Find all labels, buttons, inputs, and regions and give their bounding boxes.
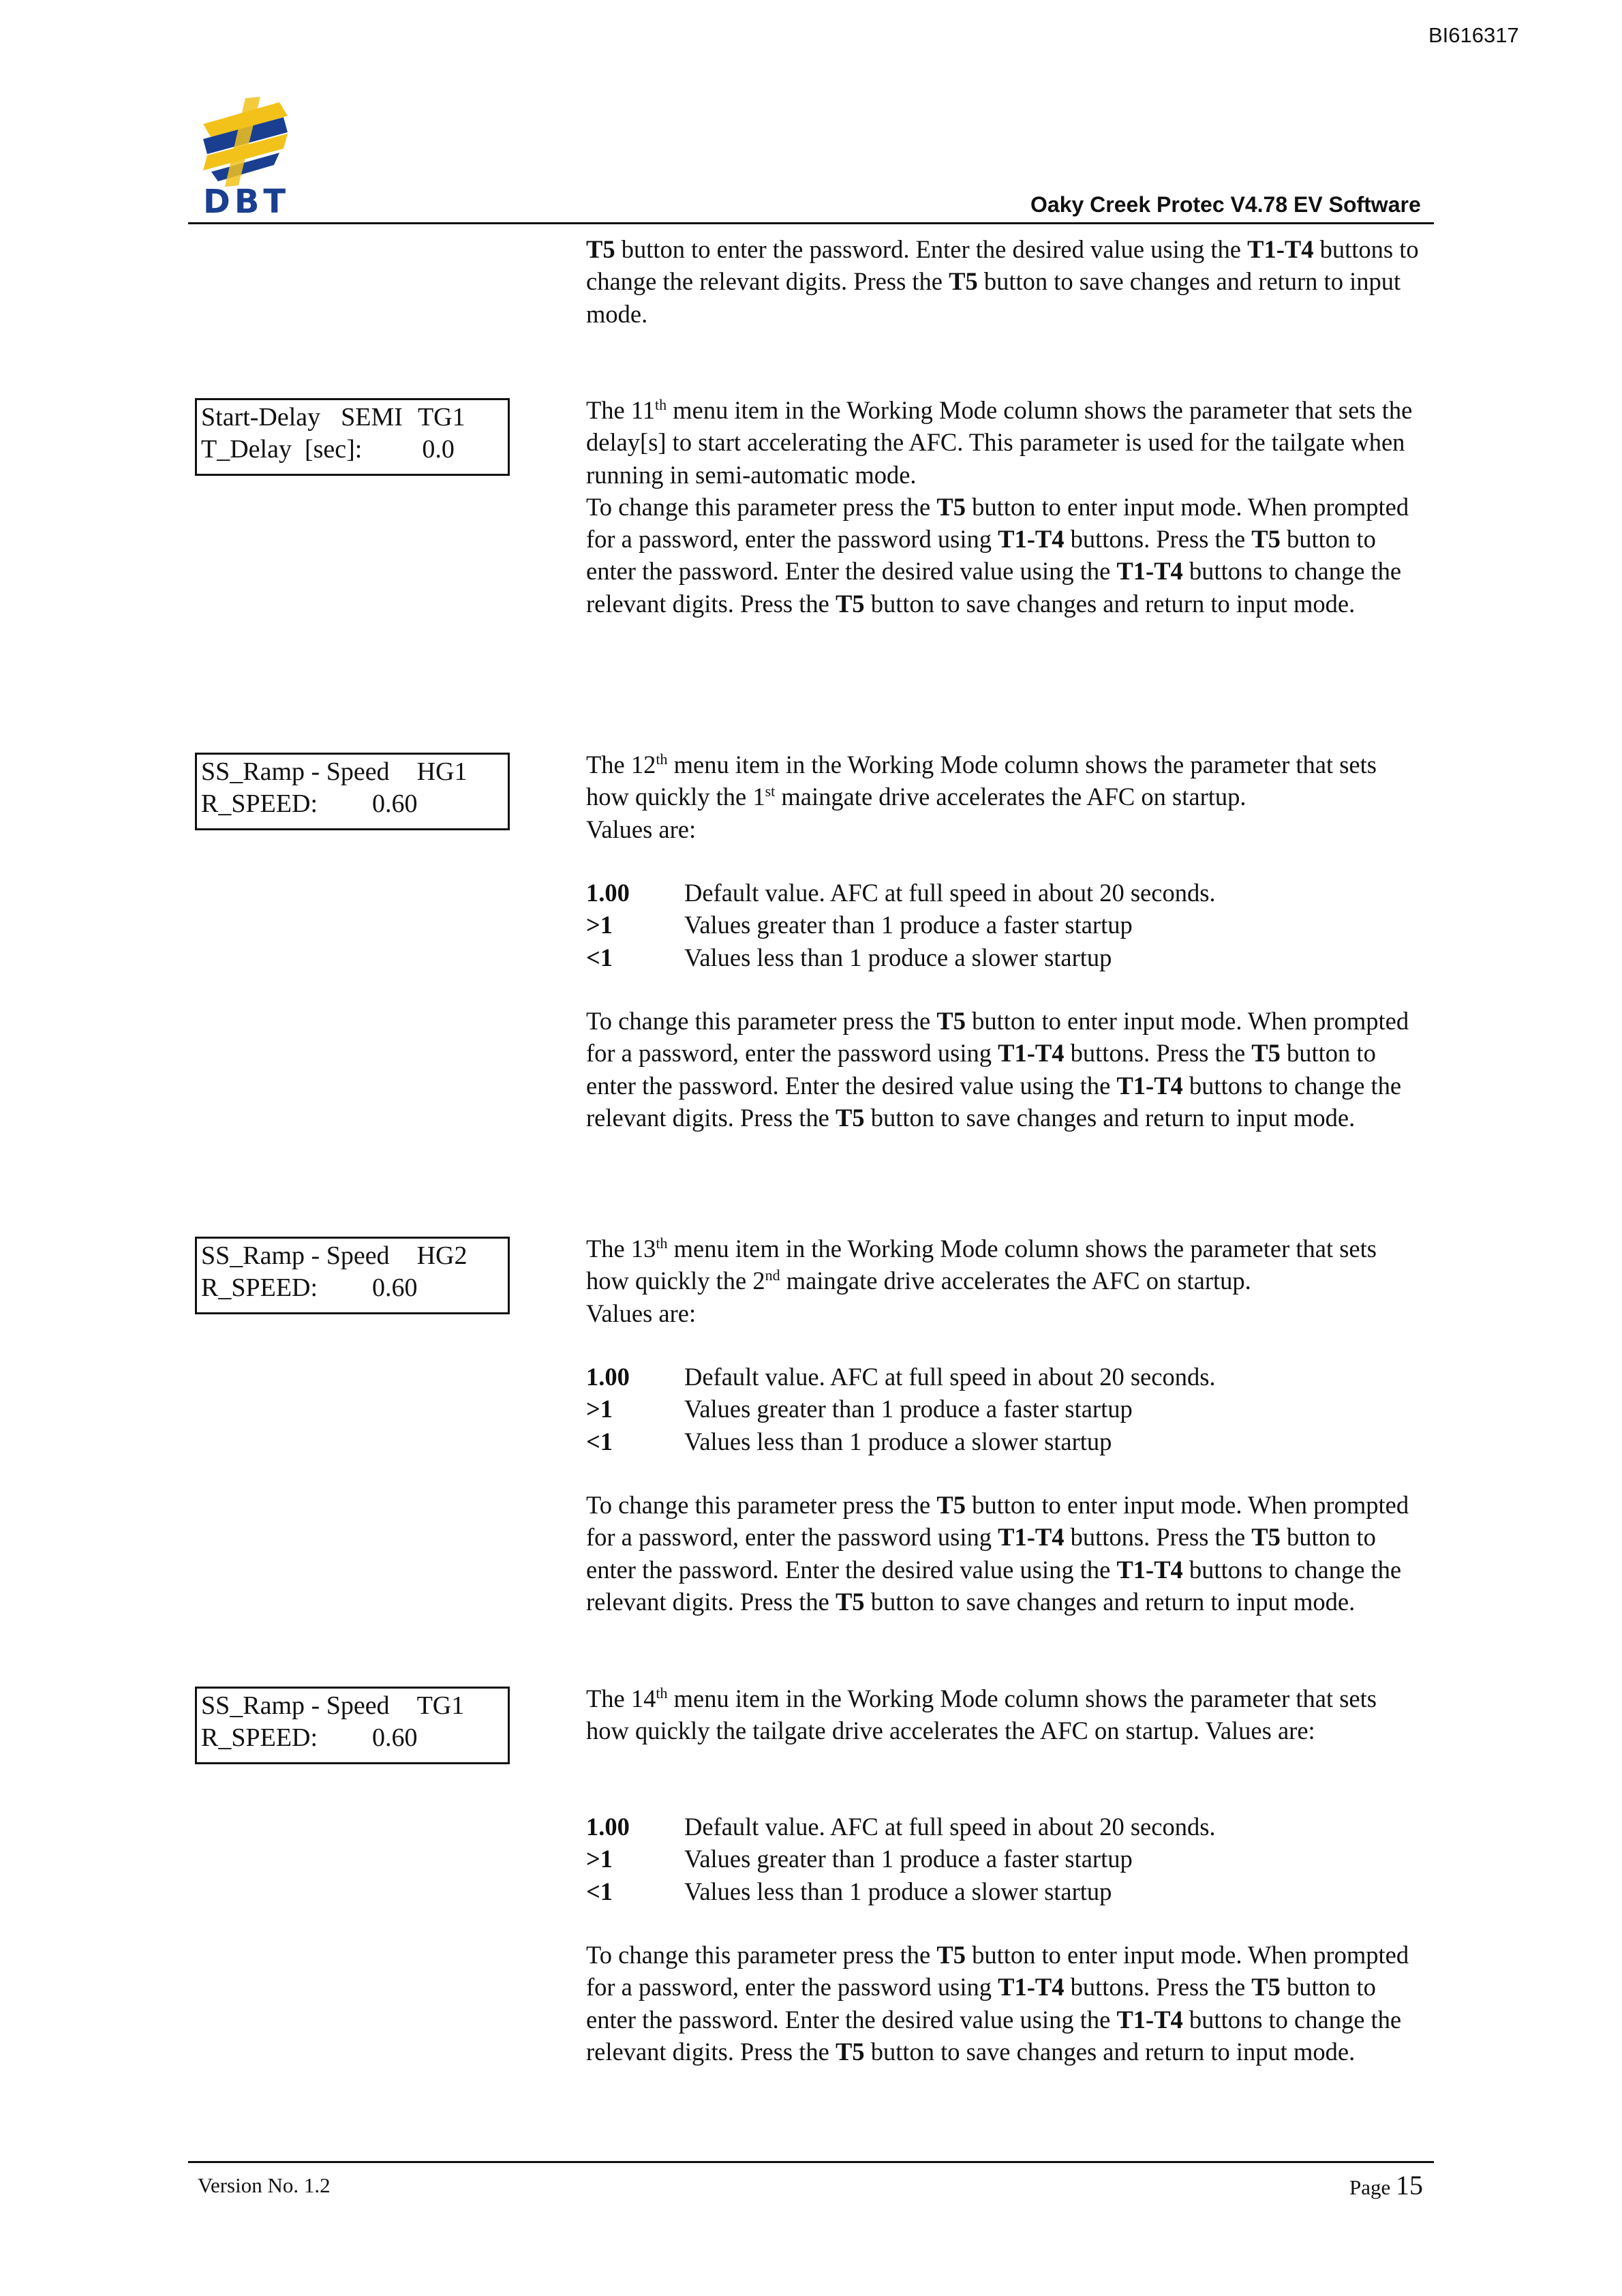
bold-t1t4: T1-T4 bbox=[1116, 557, 1183, 586]
text: menu item in the Working Mode column shows the parameter that sets how quickly the tailgate drive accelerates the AFC on startup. Values are: bbox=[586, 1685, 1377, 1745]
text: button to save changes and return to input mode. bbox=[864, 589, 1356, 618]
bold-t1t4: T1-T4 bbox=[998, 1973, 1065, 2002]
page-header-title: Oaky Creek Protec V4.78 EV Software bbox=[1030, 192, 1421, 217]
lcd-text: R_SPEED: bbox=[201, 789, 318, 818]
page-label: Page bbox=[1349, 2175, 1396, 2199]
item-number: 14 bbox=[630, 1685, 656, 1712]
bold-t5: T5 bbox=[936, 1941, 966, 1969]
text: The bbox=[586, 1685, 631, 1712]
bold-t1t4: T1-T4 bbox=[1116, 1071, 1183, 1100]
value-key: 1.00 bbox=[586, 1363, 630, 1391]
value-key: <1 bbox=[586, 1427, 613, 1455]
text: button to enter input mode. When prompted for a password, enter the password using bbox=[586, 1941, 1409, 2002]
bold-t1t4: T1-T4 bbox=[1116, 1555, 1183, 1584]
text: button to enter the password. Enter the desired value using the bbox=[586, 525, 1376, 586]
text: maingate drive accelerates the AFC on startup. bbox=[780, 1267, 1251, 1295]
page-number bbox=[1349, 2169, 1423, 2201]
value-row bbox=[586, 1843, 1216, 1875]
lcd-display-ss-ramp-hg2 bbox=[195, 1237, 510, 1314]
text: button to save changes and return to input mode. bbox=[864, 1587, 1356, 1616]
value-key: 1.00 bbox=[586, 879, 630, 907]
value-row bbox=[586, 877, 1216, 909]
lcd-value: 0.0 bbox=[422, 435, 455, 464]
text: buttons to change the relevant digits. Press the bbox=[586, 1555, 1402, 1616]
ordinal-suffix: nd bbox=[765, 1267, 780, 1284]
lcd-text: HG2 bbox=[416, 1241, 468, 1270]
text: menu item in the Working Mode column shows the parameter that sets how quickly the bbox=[586, 1235, 1377, 1295]
text: button to save changes and return to input mode. bbox=[864, 2037, 1356, 2066]
lcd-text: Start-Delay bbox=[201, 403, 321, 432]
bold-t1t4: T1-T4 bbox=[1247, 235, 1314, 263]
header-rule bbox=[188, 222, 1434, 224]
bold-t1t4: T1-T4 bbox=[1116, 2005, 1183, 2034]
ordinal-suffix: th bbox=[656, 1684, 668, 1702]
value-text: Values greater than 1 produce a faster startup bbox=[684, 1395, 1133, 1423]
bold-t5: T5 bbox=[936, 1007, 966, 1035]
text: The bbox=[586, 396, 631, 424]
item-number: 13 bbox=[630, 1235, 656, 1263]
value-text: Values greater than 1 produce a faster startup bbox=[684, 911, 1133, 939]
value-row bbox=[586, 1811, 1216, 1843]
lcd-text: R_SPEED: bbox=[201, 1273, 318, 1302]
bold-t5: T5 bbox=[835, 1103, 865, 1132]
bold-t5: T5 bbox=[1251, 1039, 1281, 1068]
intro-paragraph bbox=[586, 233, 1424, 330]
lcd-display-start-delay bbox=[195, 398, 510, 476]
value-key: >1 bbox=[586, 911, 613, 939]
item-11-paragraph bbox=[586, 394, 1424, 620]
text: button to enter input mode. When prompted for a password, enter the password using bbox=[586, 1007, 1409, 1068]
values-list bbox=[586, 877, 1216, 973]
text: The bbox=[586, 751, 631, 779]
text: maingate drive accelerates the AFC on startup. bbox=[775, 783, 1246, 811]
value-text: Values less than 1 produce a slower startup bbox=[684, 943, 1112, 971]
value-text: Default value. AFC at full speed in about 20 seconds. bbox=[684, 879, 1216, 907]
ordinal-suffix: th bbox=[655, 395, 667, 413]
value-key: <1 bbox=[586, 943, 613, 971]
bold-t5: T5 bbox=[949, 267, 978, 296]
bold-t5: T5 bbox=[835, 589, 865, 618]
values-list bbox=[586, 1811, 1216, 1907]
bold-t5: T5 bbox=[1251, 525, 1281, 554]
item-12-change-paragraph bbox=[586, 1005, 1424, 1134]
value-text: Values greater than 1 produce a faster startup bbox=[684, 1845, 1133, 1873]
value-key: 1.00 bbox=[586, 1813, 630, 1841]
lcd-value: 0.60 bbox=[372, 1723, 418, 1752]
text: buttons to change the relevant digits. Press the bbox=[586, 557, 1402, 618]
item-12-paragraph bbox=[586, 749, 1424, 845]
value-row bbox=[586, 941, 1216, 973]
item-number: 12 bbox=[630, 751, 656, 779]
text: button to enter the password. Enter the desired value using the bbox=[615, 235, 1248, 263]
logo-text: DBT bbox=[203, 183, 290, 221]
text: buttons. Press the bbox=[1064, 1039, 1252, 1068]
lcd-text: TG1 bbox=[416, 1691, 465, 1720]
text: 1 bbox=[752, 783, 765, 811]
text: To change this parameter press the bbox=[586, 492, 937, 521]
values-list bbox=[586, 1361, 1216, 1457]
bold-t5: T5 bbox=[936, 492, 966, 521]
text: buttons to change the relevant digits. Press the bbox=[586, 1071, 1402, 1132]
lcd-value: 0.60 bbox=[372, 1273, 418, 1302]
lcd-text: TG1 bbox=[417, 403, 465, 432]
version-number: Version No. 1.2 bbox=[198, 2173, 331, 2197]
text: buttons to change the relevant digits. Press the bbox=[586, 235, 1419, 296]
values-are-label: Values are: bbox=[586, 1299, 697, 1327]
lcd-text: T_Delay [sec]: bbox=[201, 435, 363, 464]
text: button to enter input mode. When prompted for a password, enter the password using bbox=[586, 492, 1409, 554]
value-text: Default value. AFC at full speed in about 20 seconds. bbox=[684, 1363, 1216, 1391]
value-row bbox=[586, 1393, 1216, 1425]
item-14-paragraph bbox=[586, 1682, 1424, 1747]
text: menu item in the Working Mode column shows the parameter that sets the delay[s] to start accelerating the AFC. This parameter is used for the tailgate when running in semi-automatic mode. bbox=[586, 396, 1413, 489]
ordinal-suffix: st bbox=[765, 783, 776, 800]
text: buttons. Press the bbox=[1064, 525, 1252, 554]
bold-t5: T5 bbox=[936, 1491, 966, 1519]
lcd-text: HG1 bbox=[416, 757, 468, 786]
lcd-text: SS_Ramp - Speed bbox=[201, 1691, 390, 1720]
text: buttons. Press the bbox=[1064, 1523, 1252, 1552]
value-key: <1 bbox=[586, 1877, 613, 1905]
text: button to save changes and return to input mode. bbox=[864, 1103, 1356, 1132]
lcd-display-ss-ramp-tg1 bbox=[195, 1687, 510, 1764]
text: buttons. Press the bbox=[1064, 1973, 1252, 2002]
value-text: Values less than 1 produce a slower startup bbox=[684, 1877, 1112, 1905]
bold-t5: T5 bbox=[835, 2037, 865, 2066]
bold-t5: T5 bbox=[835, 1587, 865, 1616]
text: To change this parameter press the bbox=[586, 1491, 937, 1519]
bold-t1t4: T1-T4 bbox=[998, 525, 1065, 554]
text: To change this parameter press the bbox=[586, 1007, 937, 1035]
ordinal-suffix: th bbox=[656, 1234, 668, 1252]
bold-t1t4: T1-T4 bbox=[998, 1523, 1065, 1552]
bold-t5: T5 bbox=[1251, 1973, 1281, 2002]
lcd-text: R_SPEED: bbox=[201, 1723, 318, 1752]
lcd-value: 0.60 bbox=[372, 789, 418, 818]
page-num: 15 bbox=[1396, 2170, 1424, 2201]
text: button to enter input mode. When prompted for a password, enter the password using bbox=[586, 1491, 1409, 1552]
text: button to enter the password. Enter the desired value using the bbox=[586, 1039, 1376, 1100]
lcd-text: SS_Ramp - Speed bbox=[201, 757, 390, 786]
footer-rule bbox=[188, 2161, 1434, 2163]
bold-t5: T5 bbox=[586, 235, 615, 263]
text: The bbox=[586, 1235, 631, 1263]
values-are-label: Values are: bbox=[586, 815, 697, 843]
value-row bbox=[586, 1361, 1216, 1393]
lcd-text: SEMI bbox=[341, 403, 403, 432]
value-key: >1 bbox=[586, 1845, 613, 1873]
text: button to enter the password. Enter the desired value using the bbox=[586, 1973, 1376, 2034]
ordinal-suffix: th bbox=[656, 750, 668, 768]
value-text: Values less than 1 produce a slower startup bbox=[684, 1427, 1112, 1455]
text: button to save changes and return to input mode. bbox=[586, 267, 1401, 328]
text: menu item in the Working Mode column shows the parameter that sets how quickly the bbox=[586, 751, 1377, 811]
item-14-change-paragraph bbox=[586, 1939, 1424, 2068]
value-row bbox=[586, 1425, 1216, 1457]
bold-t1t4: T1-T4 bbox=[998, 1039, 1065, 1068]
value-key: >1 bbox=[586, 1395, 613, 1423]
lcd-display-ss-ramp-hg1 bbox=[195, 753, 510, 830]
text: buttons to change the relevant digits. Press the bbox=[586, 2005, 1402, 2066]
value-row bbox=[586, 909, 1216, 941]
value-row bbox=[586, 1875, 1216, 1907]
text: button to enter the password. Enter the desired value using the bbox=[586, 1523, 1376, 1584]
item-number: 11 bbox=[630, 396, 656, 424]
item-13-change-paragraph bbox=[586, 1489, 1424, 1618]
text: 2 bbox=[752, 1267, 765, 1295]
bold-t5: T5 bbox=[1251, 1523, 1281, 1552]
lcd-text: SS_Ramp - Speed bbox=[201, 1241, 390, 1270]
text: To change this parameter press the bbox=[586, 1941, 937, 1969]
value-text: Default value. AFC at full speed in about 20 seconds. bbox=[684, 1813, 1216, 1841]
document-id: BI616317 bbox=[1428, 23, 1519, 47]
item-13-paragraph bbox=[586, 1233, 1424, 1329]
